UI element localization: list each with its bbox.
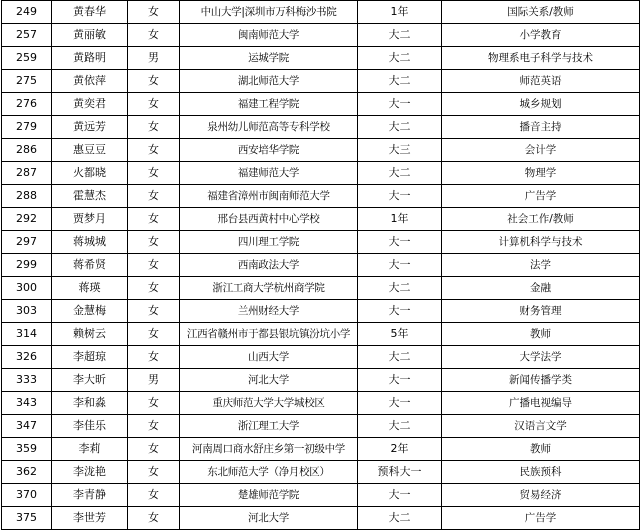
cell-school: 闽南师范大学 [180,24,358,47]
cell-gender: 女 [128,277,180,300]
cell-id: 359 [2,438,52,461]
cell-id: 314 [2,323,52,346]
cell-name: 蒋瑛 [52,277,128,300]
cell-id: 347 [2,415,52,438]
cell-gender: 女 [128,415,180,438]
cell-school: 重庆师范大学大学城校区 [180,392,358,415]
table-row [2,185,640,208]
table-row [2,415,640,438]
cell-grade: 大二 [358,277,442,300]
cell-grade: 大一 [358,254,442,277]
cell-name: 黄奕君 [52,93,128,116]
cell-gender: 女 [128,116,180,139]
cell-name: 金慧梅 [52,300,128,323]
cell-gender: 女 [128,1,180,24]
cell-name: 蒋希贤 [52,254,128,277]
cell-major: 大学法学 [442,346,640,369]
cell-grade: 大二 [358,24,442,47]
cell-school: 中山大学|深圳市万科梅沙书院 [180,1,358,24]
cell-school: 浙江理工大学 [180,415,358,438]
cell-id: 297 [2,231,52,254]
cell-major: 计算机科学与技术 [442,231,640,254]
table-row [2,277,640,300]
cell-gender: 男 [128,47,180,70]
cell-gender: 女 [128,231,180,254]
table-row [2,369,640,392]
cell-gender: 女 [128,24,180,47]
cell-id: 286 [2,139,52,162]
cell-major: 新闻传播学类 [442,369,640,392]
cell-id: 259 [2,47,52,70]
cell-school: 楚雄师范学院 [180,484,358,507]
cell-id: 370 [2,484,52,507]
cell-major: 小学教育 [442,24,640,47]
cell-name: 赖树云 [52,323,128,346]
cell-major: 广告学 [442,507,640,530]
cell-gender: 女 [128,507,180,530]
cell-id: 279 [2,116,52,139]
table-row [2,162,640,185]
cell-gender: 女 [128,208,180,231]
table-row [2,231,640,254]
cell-grade: 大一 [358,231,442,254]
cell-major: 教师 [442,323,640,346]
cell-school: 西安培华学院 [180,139,358,162]
cell-school: 福建工程学院 [180,93,358,116]
cell-grade: 2年 [358,438,442,461]
table-row [2,47,640,70]
cell-id: 333 [2,369,52,392]
table-row [2,507,640,530]
cell-grade: 大一 [358,392,442,415]
student-table [1,0,640,530]
cell-gender: 女 [128,484,180,507]
cell-school: 东北师范大学（净月校区） [180,461,358,484]
cell-school: 西南政法大学 [180,254,358,277]
cell-name: 黄远芳 [52,116,128,139]
cell-id: 343 [2,392,52,415]
cell-grade: 大三 [358,139,442,162]
cell-gender: 男 [128,369,180,392]
cell-gender: 女 [128,346,180,369]
cell-school: 福建师范大学 [180,162,358,185]
cell-name: 李超琼 [52,346,128,369]
cell-id: 249 [2,1,52,24]
table-row [2,208,640,231]
cell-name: 黄春华 [52,1,128,24]
cell-school: 河北大学 [180,507,358,530]
cell-major: 金融 [442,277,640,300]
cell-grade: 大一 [358,185,442,208]
table-row [2,116,640,139]
cell-name: 霍慧杰 [52,185,128,208]
cell-major: 师范英语 [442,70,640,93]
cell-id: 375 [2,507,52,530]
cell-gender: 女 [128,461,180,484]
cell-id: 299 [2,254,52,277]
cell-major: 汉语言文学 [442,415,640,438]
cell-grade: 大二 [358,47,442,70]
cell-major: 播音主持 [442,116,640,139]
cell-major: 物理系电子科学与技术 [442,47,640,70]
cell-id: 276 [2,93,52,116]
cell-school: 河南周口商水舒庄乡第一初级中学 [180,438,358,461]
cell-grade: 大二 [358,346,442,369]
cell-name: 黄丽敏 [52,24,128,47]
cell-gender: 女 [128,323,180,346]
cell-school: 江西省赣州市于都县银坑镇汾坑小学 [180,323,358,346]
cell-name: 李佳乐 [52,415,128,438]
cell-grade: 5年 [358,323,442,346]
cell-gender: 女 [128,185,180,208]
cell-name: 蒋城城 [52,231,128,254]
cell-grade: 1年 [358,1,442,24]
cell-grade: 大二 [358,507,442,530]
cell-grade: 大二 [358,116,442,139]
cell-name: 李泷艳 [52,461,128,484]
table-row [2,254,640,277]
cell-major: 贸易经济 [442,484,640,507]
cell-grade: 大一 [358,93,442,116]
cell-name: 李大昕 [52,369,128,392]
cell-major: 广告学 [442,185,640,208]
table-row [2,300,640,323]
cell-major: 法学 [442,254,640,277]
cell-gender: 女 [128,139,180,162]
table-row [2,93,640,116]
cell-school: 山西大学 [180,346,358,369]
cell-gender: 女 [128,438,180,461]
cell-id: 288 [2,185,52,208]
cell-major: 国际关系/教师 [442,1,640,24]
cell-id: 303 [2,300,52,323]
cell-name: 李莉 [52,438,128,461]
table-row [2,139,640,162]
cell-school: 兰州财经大学 [180,300,358,323]
cell-gender: 女 [128,93,180,116]
cell-school: 四川理工学院 [180,231,358,254]
cell-grade: 大一 [358,369,442,392]
cell-id: 257 [2,24,52,47]
table-row [2,24,640,47]
cell-gender: 女 [128,254,180,277]
cell-id: 362 [2,461,52,484]
cell-school: 邢台县西黄村中心学校 [180,208,358,231]
cell-grade: 1年 [358,208,442,231]
cell-school: 运城学院 [180,47,358,70]
cell-grade: 大二 [358,162,442,185]
cell-name: 李青静 [52,484,128,507]
table-row [2,70,640,93]
cell-school: 湖北师范大学 [180,70,358,93]
table-row [2,438,640,461]
cell-grade: 大一 [358,300,442,323]
cell-gender: 女 [128,392,180,415]
cell-name: 黄路明 [52,47,128,70]
cell-id: 275 [2,70,52,93]
cell-gender: 女 [128,300,180,323]
cell-major: 社会工作/教师 [442,208,640,231]
cell-school: 浙江工商大学杭州商学院 [180,277,358,300]
table-row [2,484,640,507]
cell-grade: 大一 [358,484,442,507]
table-body [2,1,640,530]
cell-major: 城乡规划 [442,93,640,116]
cell-name: 贾梦月 [52,208,128,231]
table-row [2,323,640,346]
cell-major: 教师 [442,438,640,461]
cell-major: 财务管理 [442,300,640,323]
cell-name: 惠豆豆 [52,139,128,162]
cell-id: 292 [2,208,52,231]
cell-major: 民族预科 [442,461,640,484]
cell-gender: 女 [128,162,180,185]
cell-id: 287 [2,162,52,185]
table-row [2,461,640,484]
cell-major: 广播电视编导 [442,392,640,415]
cell-name: 黄依萍 [52,70,128,93]
cell-school: 河北大学 [180,369,358,392]
cell-name: 李和淼 [52,392,128,415]
cell-name: 李世芳 [52,507,128,530]
cell-school: 泉州幼儿师范高等专科学校 [180,116,358,139]
table-row [2,1,640,24]
cell-grade: 大二 [358,415,442,438]
cell-id: 300 [2,277,52,300]
table-row [2,346,640,369]
cell-major: 物理学 [442,162,640,185]
cell-school: 福建省漳州市闽南师范大学 [180,185,358,208]
cell-grade: 预科大一 [358,461,442,484]
cell-id: 326 [2,346,52,369]
cell-grade: 大二 [358,70,442,93]
cell-major: 会计学 [442,139,640,162]
cell-name: 火都晓 [52,162,128,185]
table-row [2,392,640,415]
cell-gender: 女 [128,70,180,93]
